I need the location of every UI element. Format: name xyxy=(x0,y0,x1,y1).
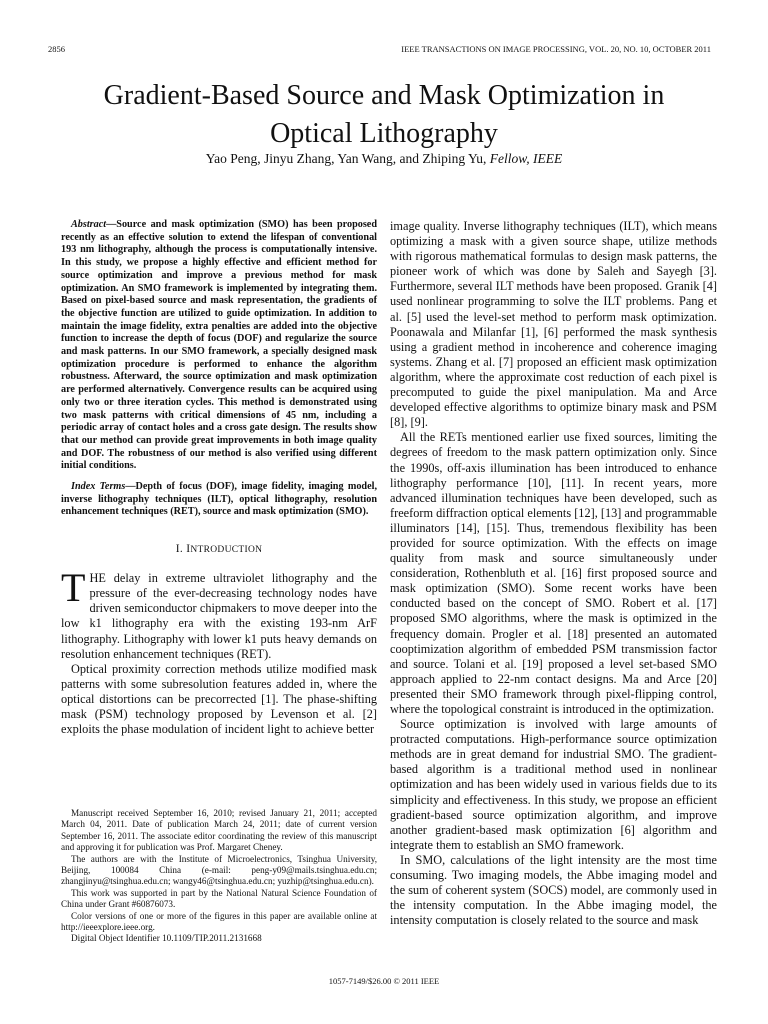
abstract xyxy=(61,219,377,473)
left-column xyxy=(61,219,377,737)
abstract-text: Source and mask optimization (SMO) has been proposed recently as an effective solution to extend the lifespan of conventional 193 nm lithography, although the process is computationally intensive. In this study, we propose a highly effective and efficient method for source optimization and improve a previous method for mask optimization. An SMO framework is implemented by integrating them. Based on pixel-based source and mask representation, the gradients of the objective function are utilized to guide optimization. In addition to maintain the image fidelity, extra penalties are added into the objective function to increase the depth of focus (DOF) and regularize the source and mask patterns. In our SMO framework, a specially designed mask optimization procedure is performed to enhance the algorithm robustness. Afterward, the source optimization and mask optimization are performed alternatively. Convergence results can be acquired using only two or three iteration cycles. This method is demonstrated using two mask patterns with critical dimensions of 45 nm, including a periodic array of contact holes and a cross gate design. The results show that our method can provide great improvements in both image quality and DOF. The robustness of our method is also verified using different initial conditions. xyxy=(61,219,377,472)
drop-cap: T xyxy=(61,565,86,611)
section-number: I. xyxy=(175,543,184,556)
journal-citation: IEEE TRANSACTIONS ON IMAGE PROCESSING, VOL. 20, NO. 10, OCTOBER 2011 xyxy=(401,44,711,54)
abstract-lead: Abstract xyxy=(71,219,107,230)
right-paragraph-4: In SMO, calculations of the light intensity are the most time consuming. Two imaging models, the Abbe imaging model and the sum of coherent system (SOCS) model, are commonly used in the intensity computation. In the Abbe imaging model, the intensity computation is closely related to the source and mask xyxy=(390,852,717,928)
index-terms-text: Depth of focus (DOF), image fidelity, imaging model, inverse lithography techniques (ILT), optical lithography, resolution enhancement techniques (RET), source and mask optimization (SMO). xyxy=(61,481,377,518)
section-title-first: I xyxy=(186,543,191,556)
right-column xyxy=(390,219,717,928)
right-paragraph-2: All the RETs mentioned earlier use fixed sources, limiting the degrees of freedom to the mask pattern optimization only. Since the 1990s, off-axis illumination has been introduced to enhance lithography performance [10], [11]. In recent years, more advanced illumination techniques have been developed, such as freeform diffraction optical elements [12], [13] and programmable illuminators [14], [15]. Thus, tremendous flexibility has been provided for source optimization. With the effects on image quality from mask and source simultaneously under consideration, Rothenbluth et al. [16] first proposed source and mask optimization (SMO). Some recent works have been conducted based on the concept of SMO. Robert et al. [17] proposed SMO algorithms, where the mask is optimized in the frequency domain. Progler et al. [18] presented an automated cooptimization algorithm of embedded PSM transmission factor and source. Tolani et al. [19] proposed a level set-based SMO approach applied to 22-nm contact designs. Ma and Arce [20] presented their SMO framework through pixel-flipping control, where the topological constraint is introduced in the optimization. xyxy=(390,430,717,716)
title-line-1: Gradient-Based Source and Mask Optimization in xyxy=(103,80,665,111)
section-heading-introduction xyxy=(61,543,377,555)
intro-paragraph-2: Optical proximity correction methods utilize modified mask patterns with some subresolution features added in, where the optical distortions can be precorrected [1]. The phase-shifting mask (PSM) technology proposed by Levenson et al. [2] exploits the phase modulation of incident light to achieve better xyxy=(61,661,377,737)
author-names: Yao Peng, Jinyu Zhang, Yan Wang, and Zhiping Yu, xyxy=(205,151,487,166)
index-terms-lead: Index Terms xyxy=(71,481,126,493)
running-header xyxy=(48,44,711,56)
abstract-dash: — xyxy=(106,219,117,230)
footnote-doi: Digital Object Identifier 10.1109/TIP.2011.2131668 xyxy=(71,933,262,944)
footnote-funding: This work was supported in part by the National Natural Science Foundation of China under Grant #60876073. xyxy=(61,887,377,910)
footnote-color: Color versions of one or more of the figures in this paper are available online at http://ieeexplore.ieee.org. xyxy=(61,910,377,933)
section-title-rest: NTRODUCTION xyxy=(190,545,263,556)
footnotes xyxy=(61,808,377,945)
author-fellow-suffix: Fellow, IEEE xyxy=(489,151,563,166)
index-terms xyxy=(61,481,377,519)
footnote-affiliation: The authors are with the Institute of Microelectronics, Tsinghua University, Beijing, 100084 China (e-mail: peng-y09@mails.tsinghua.edu.cn; zhangjinyu@tsinghua.edu.cn; wangy46@tsinghua.edu.cn; yuzhip@tsinghua.edu.cn). xyxy=(61,853,377,887)
intro-paragraph-1 xyxy=(61,565,377,662)
right-paragraph-1: image quality. Inverse lithography techniques (ILT), which means optimizing a mask with a given source shape, utilize methods with rigorous mathematical formulas to design mask patterns, the pioneer work of which was done by Saleh and Sayegh [3]. Furthermore, several ILT methods have been proposed. Granik [4] used nonlinear programming to solve the ILT problems. Pang et al. [5] used the level-set method to perform mask optimization. Poonawala and Milanfar [1], [6] performed the mask synthesis using a gradient method in incoherence and coherence imaging systems. Zhang et al. [7] proposed an efficient mask optimization algorithm, where the approximate cost reduction of each pixel is precomputed to guide the pixel manipulation. Ma and Arce developed effective algorithms to optimize binary mask and PSM [8], [9]. xyxy=(390,219,717,430)
copyright-footer: 1057-7149/$26.00 © 2011 IEEE xyxy=(328,976,440,986)
index-terms-dash: — xyxy=(125,481,136,493)
intro-p1-text: HE delay in extreme ultraviolet lithography and the pressure of the ever-decreasing technology nodes have driven semiconductor chipmakers to move deeper into the low k1 lithography era with the existing 193-nm ArF lithography. Lithography with lower k1 puts heavy demands on resolution enhancement techniques (RET). xyxy=(61,571,377,661)
author-list xyxy=(40,151,728,167)
title-line-2: Optical Lithography xyxy=(270,118,498,149)
page-number: 2856 xyxy=(48,44,65,54)
paper-title xyxy=(40,77,728,153)
footnote-manuscript: Manuscript received September 16, 2010; revised January 21, 2011; accepted March 04, 2011. Date of publication March 24, 2011; date of current version September 16, 2011. The associate editor coordinating the review of this manuscript and approving it for publication was Prof. Margaret Cheney. xyxy=(61,808,377,853)
right-paragraph-3: Source optimization is involved with large amounts of protracted computations. High-performance source optimization methods are in great demand for industrial SMO. The gradient-based algorithm is a traditional method used in nonlinear optimization and has been widely used in various fields due to its simplicity and effectiveness. In this study, we propose an efficient gradient-based source optimization algorithm, and improve another gradient-based mask optimization [6] algorithm and integrate them to establish an SMO framework. xyxy=(390,717,717,852)
